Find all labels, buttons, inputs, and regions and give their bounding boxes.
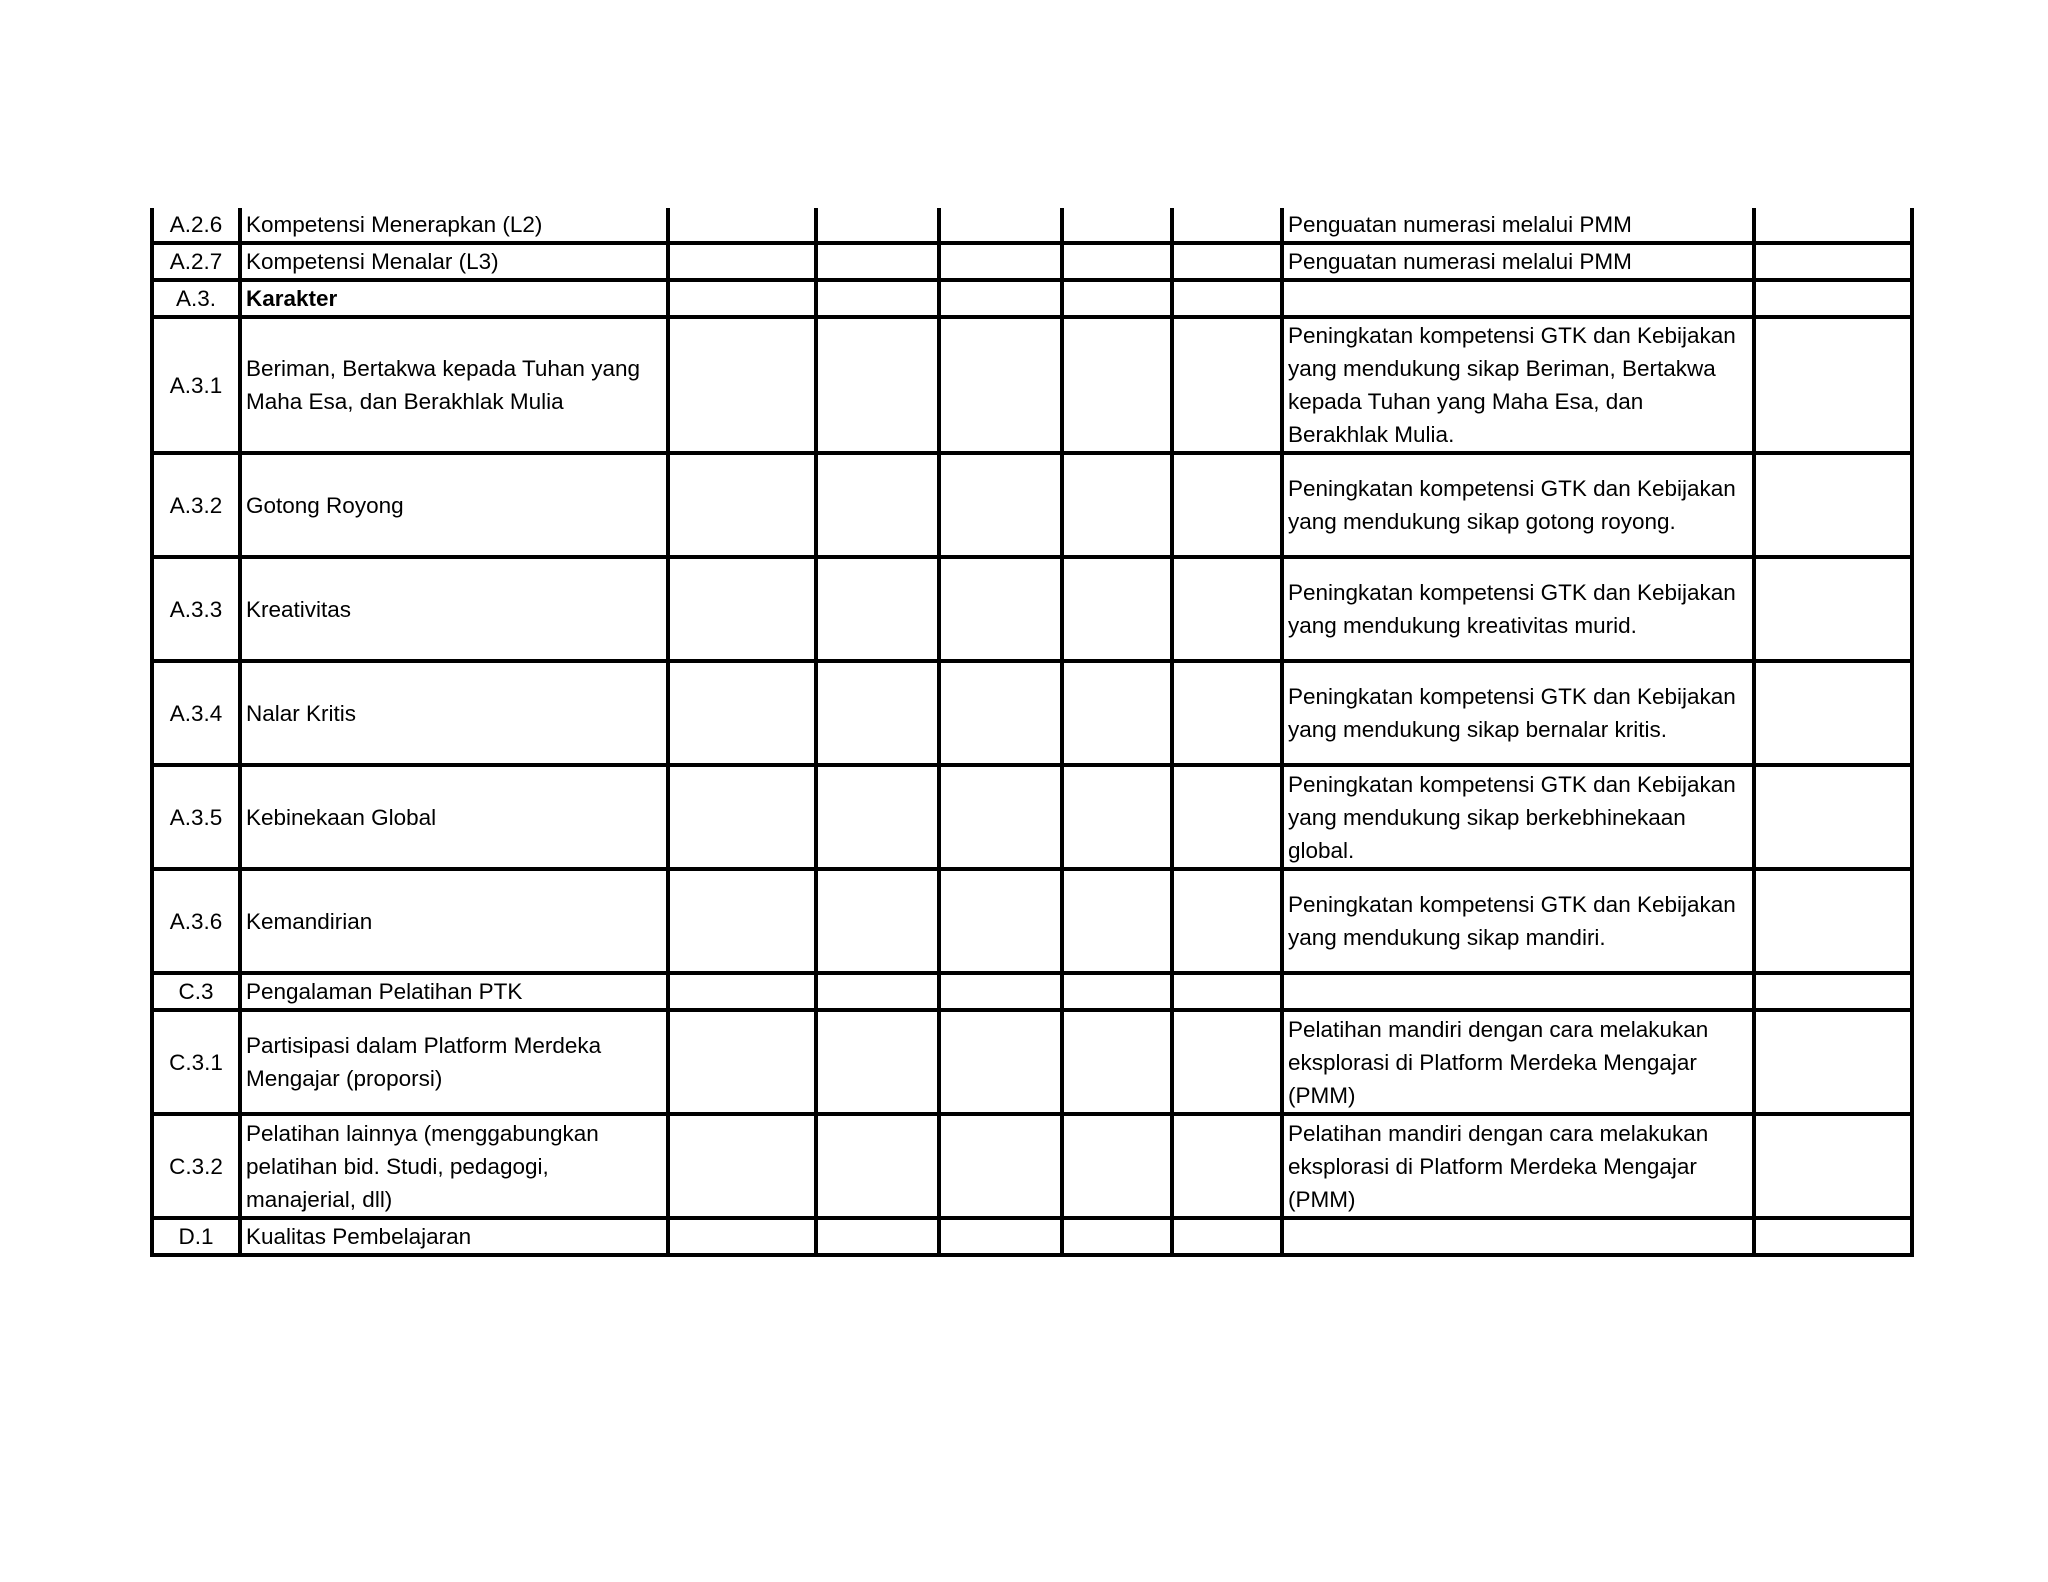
empty-cell (1172, 869, 1282, 973)
empty-cell (1062, 208, 1172, 243)
table-row (152, 765, 1912, 869)
empty-cell (668, 243, 816, 280)
empty-cell (1062, 557, 1172, 661)
empty-cell (1062, 1114, 1172, 1218)
empty-cell (1062, 1010, 1172, 1114)
empty-cell (668, 317, 816, 453)
row-name-cell: Karakter (240, 280, 668, 317)
table-row (152, 1114, 1912, 1218)
empty-cell (939, 869, 1062, 973)
empty-cell (1172, 765, 1282, 869)
empty-cell (1062, 973, 1172, 1010)
row-note-cell (1282, 973, 1754, 1010)
table-row (152, 317, 1912, 453)
empty-cell (1172, 661, 1282, 765)
empty-cell (668, 280, 816, 317)
row-note-cell: Peningkatan kompetensi GTK dan Kebijakan yang mendukung sikap bernalar kritis. (1282, 661, 1754, 765)
empty-cell (1754, 973, 1912, 1010)
row-code-cell: A.3. (152, 280, 240, 317)
table-row (152, 557, 1912, 661)
empty-cell (668, 208, 816, 243)
empty-cell (1172, 280, 1282, 317)
empty-cell (816, 1114, 939, 1218)
row-code-cell: C.3.2 (152, 1114, 240, 1218)
empty-cell (1754, 661, 1912, 765)
empty-cell (668, 765, 816, 869)
row-name-cell: Pengalaman Pelatihan PTK (240, 973, 668, 1010)
row-note-cell: Peningkatan kompetensi GTK dan Kebijakan yang mendukung sikap gotong royong. (1282, 453, 1754, 557)
empty-cell (668, 973, 816, 1010)
row-code-cell: C.3.1 (152, 1010, 240, 1114)
empty-cell (1754, 243, 1912, 280)
row-note-cell: Pelatihan mandiri dengan cara melakukan eksplorasi di Platform Merdeka Mengajar (PMM) (1282, 1010, 1754, 1114)
empty-cell (816, 1010, 939, 1114)
empty-cell (668, 1010, 816, 1114)
spreadsheet-page (150, 208, 1910, 1257)
empty-cell (1754, 317, 1912, 453)
empty-cell (1062, 453, 1172, 557)
empty-cell (939, 1218, 1062, 1255)
row-code-cell: A.2.6 (152, 208, 240, 243)
empty-cell (939, 661, 1062, 765)
row-code-cell: A.3.6 (152, 869, 240, 973)
row-code-cell: A.3.3 (152, 557, 240, 661)
empty-cell (939, 280, 1062, 317)
table-row (152, 1218, 1912, 1255)
row-note-cell (1282, 1218, 1754, 1255)
empty-cell (1754, 557, 1912, 661)
row-name-cell: Gotong Royong (240, 453, 668, 557)
empty-cell (668, 869, 816, 973)
empty-cell (1172, 208, 1282, 243)
row-code-cell: A.3.5 (152, 765, 240, 869)
table-row (152, 973, 1912, 1010)
empty-cell (939, 973, 1062, 1010)
empty-cell (668, 1218, 816, 1255)
table-body (152, 208, 1912, 1255)
row-note-cell: Peningkatan kompetensi GTK dan Kebijakan yang mendukung sikap Beriman, Bertakwa kepada Tuhan yang Maha Esa, dan Berakhlak Mulia. (1282, 317, 1754, 453)
row-note-cell: Penguatan numerasi melalui PMM (1282, 243, 1754, 280)
empty-cell (1754, 280, 1912, 317)
empty-cell (816, 208, 939, 243)
row-name-cell: Kreativitas (240, 557, 668, 661)
empty-cell (1062, 280, 1172, 317)
empty-cell (668, 557, 816, 661)
empty-cell (1754, 869, 1912, 973)
empty-cell (939, 765, 1062, 869)
row-name-cell: Kompetensi Menerapkan (L2) (240, 208, 668, 243)
table-row (152, 243, 1912, 280)
table-row (152, 208, 1912, 243)
data-table (150, 208, 1914, 1257)
empty-cell (939, 1114, 1062, 1218)
empty-cell (816, 557, 939, 661)
empty-cell (1172, 1010, 1282, 1114)
empty-cell (1172, 1114, 1282, 1218)
empty-cell (816, 765, 939, 869)
empty-cell (816, 1218, 939, 1255)
row-name-cell: Beriman, Bertakwa kepada Tuhan yang Maha Esa, dan Berakhlak Mulia (240, 317, 668, 453)
empty-cell (939, 453, 1062, 557)
empty-cell (816, 280, 939, 317)
row-name-cell: Kualitas Pembelajaran (240, 1218, 668, 1255)
empty-cell (668, 1114, 816, 1218)
empty-cell (1172, 453, 1282, 557)
empty-cell (668, 453, 816, 557)
empty-cell (1062, 765, 1172, 869)
empty-cell (816, 869, 939, 973)
row-note-cell: Pelatihan mandiri dengan cara melakukan eksplorasi di Platform Merdeka Mengajar (PMM) (1282, 1114, 1754, 1218)
empty-cell (668, 661, 816, 765)
empty-cell (1062, 869, 1172, 973)
table-row (152, 1010, 1912, 1114)
empty-cell (1062, 317, 1172, 453)
row-code-cell: C.3 (152, 973, 240, 1010)
empty-cell (1172, 243, 1282, 280)
table-row (152, 280, 1912, 317)
row-name-cell: Kompetensi Menalar (L3) (240, 243, 668, 280)
empty-cell (939, 208, 1062, 243)
empty-cell (1172, 973, 1282, 1010)
empty-cell (816, 661, 939, 765)
empty-cell (1062, 661, 1172, 765)
empty-cell (939, 317, 1062, 453)
empty-cell (816, 973, 939, 1010)
empty-cell (1754, 1114, 1912, 1218)
table-row (152, 661, 1912, 765)
empty-cell (939, 557, 1062, 661)
empty-cell (816, 243, 939, 280)
empty-cell (1754, 208, 1912, 243)
row-name-cell: Partisipasi dalam Platform Merdeka Mengajar (proporsi) (240, 1010, 668, 1114)
row-code-cell: D.1 (152, 1218, 240, 1255)
row-note-cell: Peningkatan kompetensi GTK dan Kebijakan yang mendukung sikap berkebhinekaan global. (1282, 765, 1754, 869)
row-code-cell: A.3.4 (152, 661, 240, 765)
empty-cell (1754, 453, 1912, 557)
table-row (152, 869, 1912, 973)
empty-cell (939, 1010, 1062, 1114)
row-name-cell: Pelatihan lainnya (menggabungkan pelatihan bid. Studi, pedagogi, manajerial, dll) (240, 1114, 668, 1218)
row-note-cell: Peningkatan kompetensi GTK dan Kebijakan yang mendukung sikap mandiri. (1282, 869, 1754, 973)
empty-cell (1754, 1218, 1912, 1255)
row-code-cell: A.3.2 (152, 453, 240, 557)
empty-cell (1062, 1218, 1172, 1255)
row-name-cell: Kemandirian (240, 869, 668, 973)
row-note-cell: Peningkatan kompetensi GTK dan Kebijakan yang mendukung kreativitas murid. (1282, 557, 1754, 661)
row-name-cell: Kebinekaan Global (240, 765, 668, 869)
empty-cell (1172, 557, 1282, 661)
empty-cell (1754, 1010, 1912, 1114)
row-name-cell: Nalar Kritis (240, 661, 668, 765)
empty-cell (816, 317, 939, 453)
row-note-cell (1282, 280, 1754, 317)
empty-cell (1172, 317, 1282, 453)
empty-cell (1754, 765, 1912, 869)
table-row (152, 453, 1912, 557)
row-code-cell: A.3.1 (152, 317, 240, 453)
row-note-cell: Penguatan numerasi melalui PMM (1282, 208, 1754, 243)
empty-cell (1062, 243, 1172, 280)
empty-cell (939, 243, 1062, 280)
empty-cell (816, 453, 939, 557)
empty-cell (1172, 1218, 1282, 1255)
row-code-cell: A.2.7 (152, 243, 240, 280)
